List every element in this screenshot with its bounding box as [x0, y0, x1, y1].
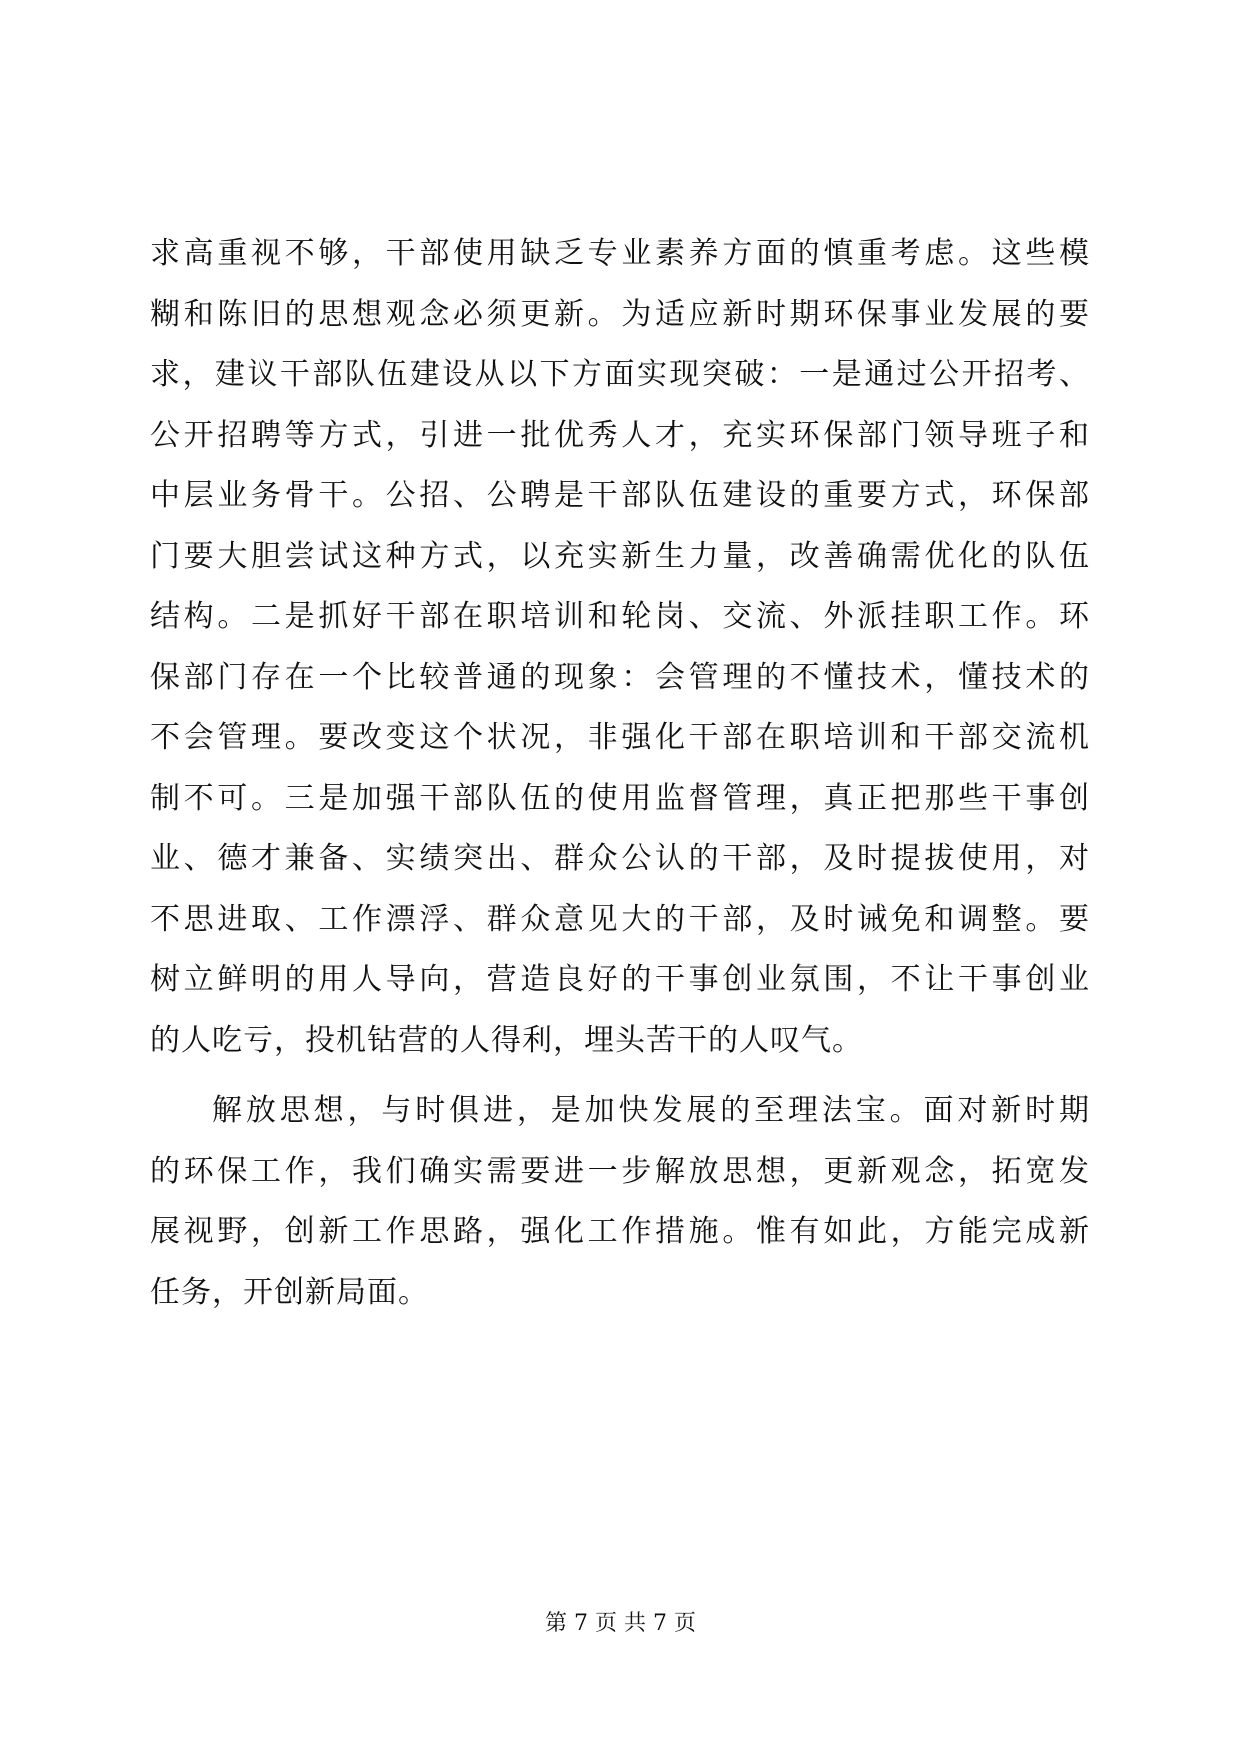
text-line: 展视野，创新工作思路，强化工作措施。惟有如此，方能完成新: [150, 1214, 1090, 1249]
paragraph-1: [150, 224, 1090, 1071]
text-line: 树立鲜明的用人导向，营造良好的干事创业氛围，不让干事创业: [150, 962, 1090, 997]
text-line: 解放思想，与时俱进，是加快发展的至理法宝。面对新时期: [212, 1093, 1090, 1128]
text-line: 制不可。三是加强干部队伍的使用监督管理，真正把那些干事创: [150, 780, 1090, 816]
text-line: 公开招聘等方式，引进一批优秀人才，充实环保部门领导班子和: [150, 417, 1090, 453]
text-line: 求，建议干部队伍建设从以下方面实现突破：一是通过公开招考、: [150, 357, 1090, 392]
text-line: 不会管理。要改变这个状况，非强化干部在职培训和干部交流机: [150, 720, 1090, 755]
document-body: [150, 224, 1090, 1323]
text-line: 门要大胆尝试这种方式，以充实新生力量，改善确需优化的队伍: [150, 538, 1090, 574]
text-line: 保部门存在一个比较普通的现象：会管理的不懂技术，懂技术的: [150, 659, 1090, 695]
page-footer: 第 7 页 共 7 页: [545, 1611, 696, 1636]
text-line: 的人吃亏，投机钻营的人得利，埋头苦干的人叹气。: [150, 1022, 863, 1058]
text-line: 任务，开创新局面。: [150, 1274, 429, 1310]
text-line: 糊和陈旧的思想观念必须更新。为适应新时期环保事业发展的要: [150, 296, 1090, 332]
text-line: 的环保工作，我们确实需要进一步解放思想，更新观念，拓宽发: [150, 1153, 1090, 1189]
text-line: 中层业务骨干。公招、公聘是干部队伍建设的重要方式，环保部: [150, 478, 1090, 513]
text-line: 不思进取、工作漂浮、群众意见大的干部，及时诫免和调整。要: [150, 901, 1090, 937]
text-line: 业、德才兼备、实绩突出、群众公认的干部，及时提拔使用，对: [150, 841, 1090, 876]
paragraph-2: [150, 1081, 1090, 1323]
text-line: 结构。二是抓好干部在职培训和轮岗、交流、外派挂职工作。环: [150, 599, 1090, 634]
text-line: 求高重视不够，干部使用缺乏专业素养方面的慎重考虑。这些模: [150, 236, 1090, 271]
